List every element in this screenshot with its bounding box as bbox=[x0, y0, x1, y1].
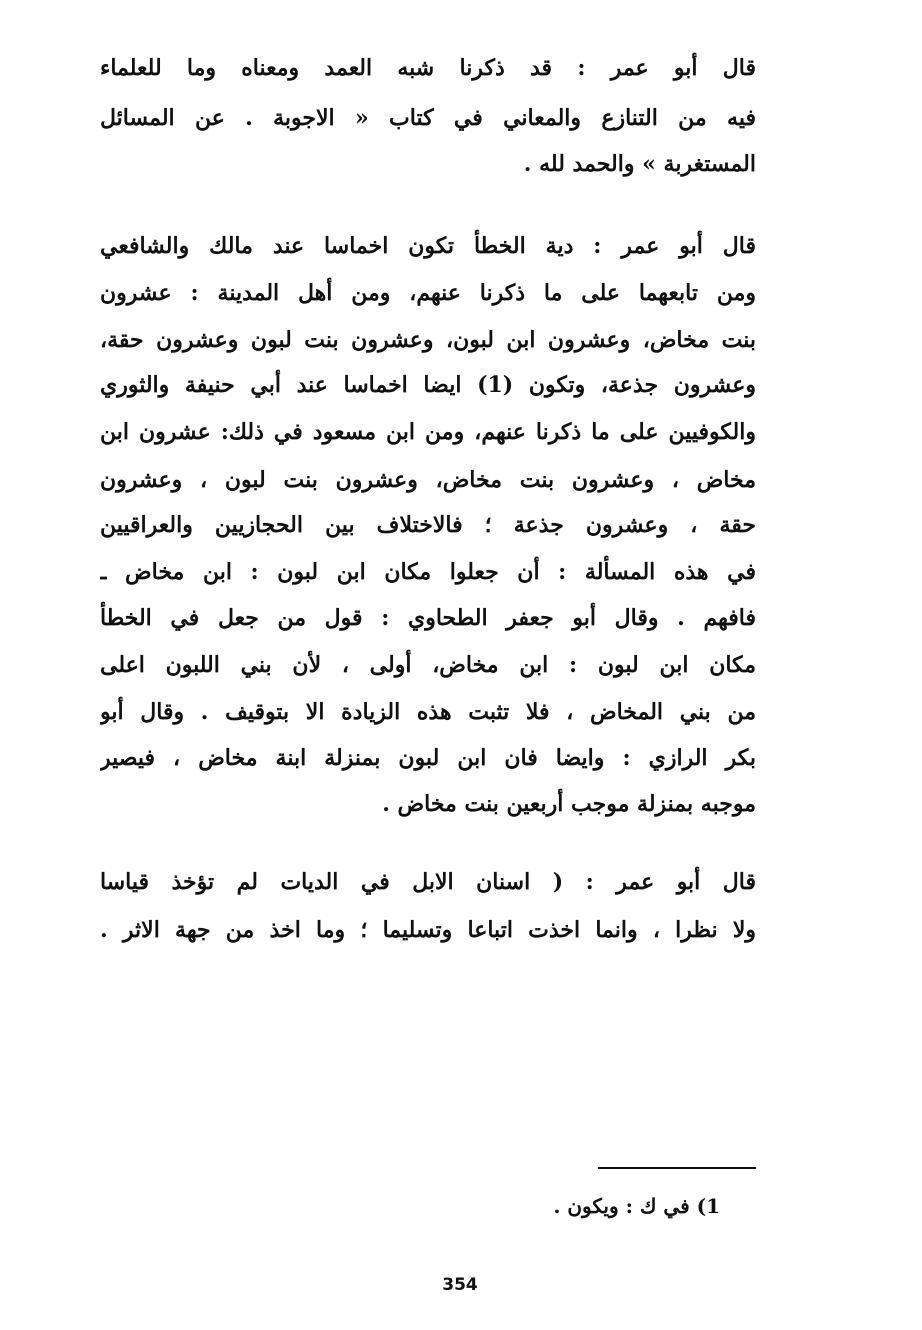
paragraph-3-line-2: ولا نظرا ، وانما اخذت اتباعا وتسليما ؛ وما اخذ من جهة الاثر . bbox=[100, 917, 756, 943]
paragraph-2-line-8: في هذه المسألة : أن جعلوا مكان ابن لبون : ابن مخاض ـ bbox=[100, 559, 756, 585]
paragraph-2-line-3: بنت مخاض، وعشرون ابن لبون، وعشرون بنت لبون وعشرون حقة، bbox=[100, 327, 756, 353]
paragraph-1-line-3: المستغربة » والحمد لله . bbox=[523, 151, 756, 177]
paragraph-2-line-9: فافهم . وقال أبو جعفر الطحاوي : قول من جعل في الخطأ bbox=[100, 605, 756, 631]
paragraph-3-line-1: قال أبو عمر : ( اسنان الابل في الديات لم تؤخذ قياسا bbox=[100, 869, 756, 895]
footnote: 1) في ك : ويكون . bbox=[553, 1194, 720, 1218]
page-number: 354 bbox=[442, 1275, 478, 1295]
paragraph-2-line-6: مخاض ، وعشرون بنت مخاض، وعشرون بنت لبون ، وعشرون bbox=[100, 467, 756, 493]
paragraph-2-line-10: مكان ابن لبون : ابن مخاض، أولى ، لأن بني اللبون اعلى bbox=[100, 652, 756, 678]
paragraph-1-line-2: فيه من التنازع والمعاني في كتاب « الاجوبة . عن المسائل bbox=[100, 105, 756, 131]
footnote-divider bbox=[598, 1167, 756, 1169]
paragraph-2-line-12: بكر الرازي : وايضا فان ابن لبون بمنزلة ابنة مخاض ، فيصير bbox=[100, 745, 756, 771]
paragraph-2-line-5: والكوفيين على ما ذكرنا عنهم، ومن ابن مسعود في ذلك: عشرون ابن bbox=[100, 419, 756, 445]
paragraph-2-line-4: وعشرون جذعة، وتكون (1) ايضا اخماسا عند أبي حنيفة والثوري bbox=[100, 372, 756, 398]
paragraph-1-line-1: قال أبو عمر : قد ذكرنا شبه العمد ومعناه وما للعلماء bbox=[100, 55, 756, 81]
paragraph-2-line-2: ومن تابعهما على ما ذكرنا عنهم، ومن أهل المدينة : عشرون bbox=[100, 280, 756, 306]
paragraph-2-line-7: حقة ، وعشرون جذعة ؛ فالاختلاف بين الحجازيين والعراقيين bbox=[100, 512, 756, 538]
paragraph-2-line-1: قال أبو عمر : دية الخطأ تكون اخماسا عند مالك والشافعي bbox=[100, 233, 756, 259]
paragraph-2-line-13: موجبه بمنزلة موجب أربعين بنت مخاض . bbox=[382, 791, 756, 817]
paragraph-2-line-11: من بني المخاض ، فلا تثبت هذه الزيادة الا بتوقيف . وقال أبو bbox=[100, 699, 756, 725]
